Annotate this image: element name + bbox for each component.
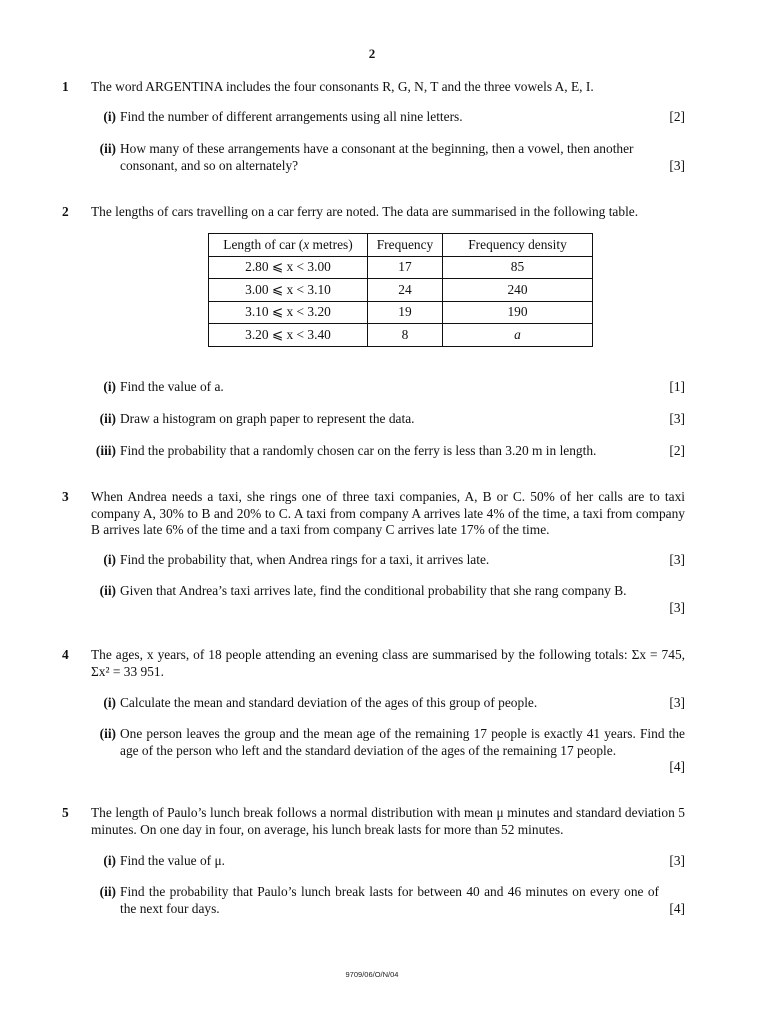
table-cell: 2.80 ⩽ x < 3.00 <box>209 256 368 279</box>
question-part <box>91 443 685 460</box>
part-text: Find the probability that, when Andrea rings for a taxi, it arrives late. <box>120 552 490 567</box>
question-part <box>91 109 685 126</box>
table-cell: 240 <box>443 279 593 302</box>
part-text: One person leaves the group and the mean age of the remaining 17 people is exactly 41 years. Find the age of the person who left and the standard deviation of the ages of the remaining 17 people. <box>120 726 685 758</box>
question-number: 3 <box>62 489 69 504</box>
question-number: 4 <box>62 647 69 662</box>
table-cell: 3.10 ⩽ x < 3.20 <box>209 301 368 324</box>
table-header: Length of car (x metres) <box>209 234 368 257</box>
table-cell: 3.20 ⩽ x < 3.40 <box>209 324 368 347</box>
question-part <box>91 884 685 917</box>
marks: [3] <box>669 853 685 868</box>
marks: [3] <box>669 157 685 173</box>
footer-code: 9709/06/O/N/04 <box>345 970 399 979</box>
table-cell: 85 <box>443 256 593 279</box>
part-text: Calculate the mean and standard deviation of the ages of this group of people. <box>120 695 538 710</box>
marks: [1] <box>669 379 685 394</box>
table-header: Frequency density <box>443 234 593 257</box>
part-text: Draw a histogram on graph paper to represent the data. <box>120 411 415 426</box>
question-text: The word ARGENTINA includes the four consonants R, G, N, T and the three vowels A, E, I. <box>91 79 594 94</box>
marks: [3] <box>669 599 685 615</box>
part-label: (ii) <box>99 583 116 598</box>
marks: [3] <box>669 695 685 710</box>
table-cell: 190 <box>443 301 593 324</box>
question-part <box>91 141 685 174</box>
marks: [3] <box>669 411 685 426</box>
table-cell: 3.00 ⩽ x < 3.10 <box>209 279 368 302</box>
part-label: (i) <box>103 552 116 567</box>
part-text: Given that Andrea’s taxi arrives late, find the conditional probability that she rang company B. <box>120 583 627 598</box>
part-text: Find the number of different arrangements using all nine letters. <box>120 109 463 124</box>
table-header: Frequency <box>368 234 443 257</box>
part-text: Find the value of μ. <box>120 853 225 868</box>
part-text: Find the probability that Paulo’s lunch break lasts for between 40 and 46 minutes on every one of the next four days. <box>120 884 659 916</box>
question-text: The lengths of cars travelling on a car ferry are noted. The data are summarised in the following table. <box>91 204 639 219</box>
table-cell: 8 <box>368 324 443 347</box>
table-cell: 24 <box>368 279 443 302</box>
part-text: Find the probability that a randomly chosen car on the ferry is less than 3.20 m in length. <box>120 443 597 458</box>
question-part <box>91 411 685 428</box>
part-label: (iii) <box>95 443 116 458</box>
part-label: (i) <box>103 853 116 868</box>
part-label: (ii) <box>99 884 116 899</box>
question-number: 2 <box>62 204 69 219</box>
part-label: (i) <box>103 695 116 710</box>
table-header-row <box>209 234 593 257</box>
question-part <box>91 552 685 569</box>
question-part <box>91 726 685 774</box>
marks: [2] <box>669 109 685 124</box>
table-cell: 17 <box>368 256 443 279</box>
table-row <box>209 324 593 347</box>
question-part <box>91 379 685 396</box>
page-number: 2 <box>368 46 376 61</box>
question-part <box>91 853 685 870</box>
part-label: (i) <box>103 379 116 394</box>
frequency-table <box>208 233 593 347</box>
part-label: (ii) <box>99 141 116 156</box>
part-text: Find the value of a. <box>120 379 224 394</box>
question-part <box>91 695 685 712</box>
question-text: The length of Paulo’s lunch break follows a normal distribution with mean μ minutes and standard deviation 5 minutes. On one day in four, on average, his lunch break lasts for more than 52 minutes. <box>91 805 685 837</box>
question-part <box>91 583 685 615</box>
part-label: (ii) <box>99 726 116 741</box>
part-label: (ii) <box>99 411 116 426</box>
question-text: When Andrea needs a taxi, she rings one of three taxi companies, A, B or C. 50% of her calls are to taxi company A, 30% to B and 20% to C. A taxi from company A arrives late 4% of the time, a taxi from company B arrives late 6% of the time and a taxi from company C arrives late 17% of the time. <box>91 489 685 537</box>
part-label: (i) <box>103 109 116 124</box>
table-cell: 19 <box>368 301 443 324</box>
question-number: 5 <box>62 805 69 820</box>
marks: [4] <box>669 759 685 774</box>
marks: [3] <box>669 552 685 567</box>
marks: [2] <box>669 443 685 458</box>
marks: [4] <box>669 900 685 916</box>
table-row <box>209 256 593 279</box>
question-text: The ages, x years, of 18 people attending an evening class are summarised by the following totals: Σx = 745, Σx² = 33 951. <box>91 647 685 679</box>
table-row <box>209 279 593 302</box>
table-cell: a <box>443 324 593 347</box>
question-number: 1 <box>62 79 69 94</box>
table-row <box>209 301 593 324</box>
part-text: How many of these arrangements have a consonant at the beginning, then a vowel, then another consonant, and so on alternately? <box>120 141 634 173</box>
